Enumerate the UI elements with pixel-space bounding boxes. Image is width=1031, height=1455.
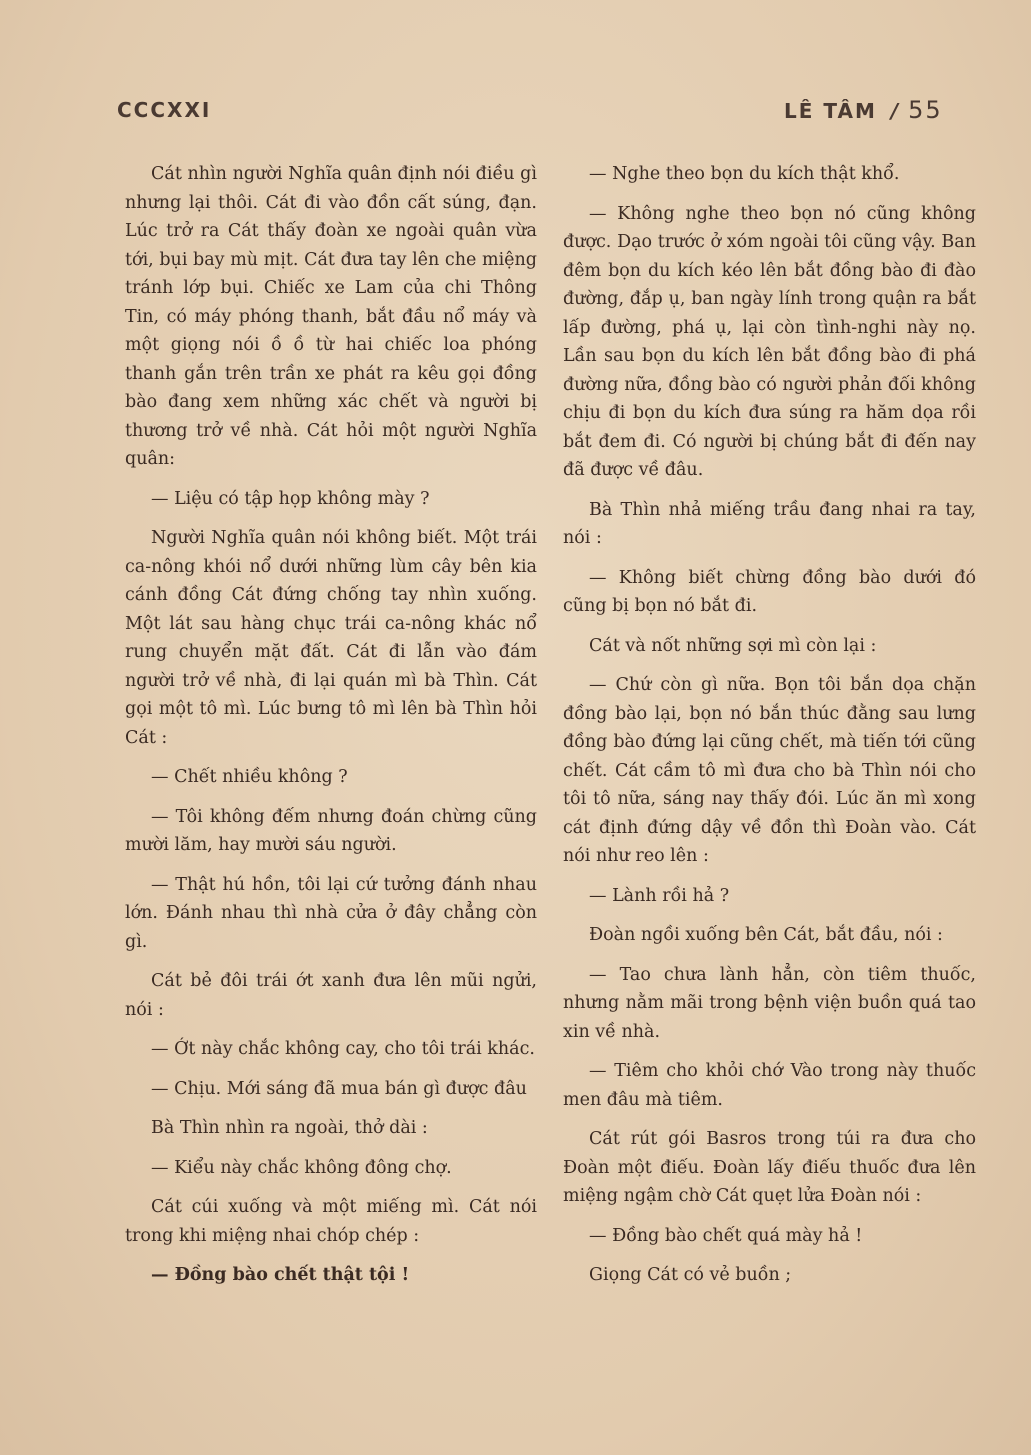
dialogue-line: — Đồng bào chết thật tội ! [151,1265,410,1285]
dialogue-line: — Tiêm cho khỏi chớ Vào trong này thuốc men đâu mà tiêm. [563,1061,976,1110]
paragraph: Cát nhìn người Nghĩa quân định nói điều gì nhưng lại thôi. Cát đi vào đồn cất súng, đạn. Lúc trở ra Cát thấy đoàn xe ngoài quân vừa tới, bụi bay mù mịt. Cát đưa tay lên che miệng tránh lớp bụi. Chiếc xe Lam của chi Thông Tin, có máy phóng thanh, bắt đầu nổ máy và một giọng nói ồ ồ từ hai chiếc loa phóng thanh gắn trên trần xe phát ra kêu gọi đồng bào đang xem những xác chết và người bị thương trở về nhà. Cát hỏi một người Nghĩa quân: [125,164,537,469]
dialogue-line: — Tôi không đếm nhưng đoán chừng cũng mười lăm, hay mười sáu người. [125,806,537,855]
paragraph: Giọng Cát có vẻ buồn ; [589,1265,792,1285]
page-header [784,96,943,124]
dialogue-line: — Chứ còn gì nữa. Bọn tôi bắn dọa chặn đồng bào lại, bọn nó bắn thúc đằng sau lưng đồng bào đứng lại cũng chết, mà tiến tới cũng chết. Cát cầm tô mì đưa cho bà Thìn nói cho tôi tô nữa, sáng nay thấy đói. Lúc ăn mì xong cát định đứng dậy về đồn thì Đoàn vào. Cát nói như reo lên : [563,675,976,866]
right-text-column [563,160,976,1301]
paragraph: Cát rút gói Basros trong túi ra đưa cho Đoàn một điếu. Đoàn lấy điếu thuốc đưa lên miệng ngậm chờ Cát quẹt lửa Đoàn nói : [563,1129,976,1206]
page-number: 55 [908,96,943,124]
dialogue-line: — Chết nhiều không ? [151,767,348,787]
dialogue-line: — Thật hú hồn, tôi lại cứ tưởng đánh nhau lớn. Đánh nhau thì nhà cửa ở đây chẳng còn gì. [125,874,537,952]
dialogue-line: — Kiểu này chắc không đông chợ. [151,1157,452,1178]
paragraph: Cát và nốt những sợi mì còn lại : [589,635,877,656]
chapter-number: CCCXXI [117,98,212,122]
dialogue-line: — Tao chưa lành hẳn, còn tiêm thuốc, nhưng nằm mãi trong bệnh viện buồn quá tao xin về nhà. [563,964,976,1042]
dialogue-line: — Nghe theo bọn du kích thật khổ. [589,164,900,184]
paragraph: Bà Thìn nhìn ra ngoài, thở dài : [151,1118,428,1138]
dialogue-line: — Không nghe theo bọn nó cũng không được. Dạo trước ở xóm ngoài tôi cũng vậy. Ban đêm bọn du kích kéo lên bắt đồng bào đi đào đường, đắp ụ, ban ngày lính trong quận ra bắt lấp đường, phá ụ, lại còn tình-nghi này nọ. Lần sau bọn du kích lên bắt đồng bào đi phá đường nữa, đồng bào có người phản đối không chịu đi bọn du kích đưa súng ra hăm dọa rồi bắt đem đi. Có người bị chúng bắt đi đến nay đã được về đâu. [563,203,976,480]
dialogue-line: — Ớt này chắc không cay, cho tôi trái khác. [151,1039,535,1059]
paragraph: Cát cúi xuống và một miếng mì. Cát nói trong khi miệng nhai chóp chép : [125,1197,537,1246]
header-separator: / [890,99,901,123]
dialogue-line: — Liệu có tập họp không mày ? [151,488,430,509]
paragraph: Đoàn ngồi xuống bên Cát, bắt đầu, nói : [589,925,943,945]
author-name: LÊ TÂM [784,99,877,123]
paragraph: Người Nghĩa quân nói không biết. Một trái ca-nông khói nổ dưới những lùm cây bên kia cánh đồng Cát đứng chống tay nhìn xuống. Một lát sau hàng chục trái ca-nông khác nổ rung chuyển mặt đất. Cát đi lẫn vào đám người trở về nhà, đi lại quán mì bà Thìn. Cát gọi một tô mì. Lúc bưng tô mì lên bà Thìn hỏi Cát : [125,528,537,748]
dialogue-line: — Không biết chừng đồng bào dưới đó cũng bị bọn nó bắt đi. [563,567,976,616]
paragraph: Bà Thìn nhả miếng trầu đang nhai ra tay, nói : [563,499,976,548]
dialogue-line: — Chịu. Mới sáng đã mua bán gì được đâu [151,1078,527,1099]
dialogue-line: — Đồng bào chết quá mày hả ! [589,1225,863,1246]
left-text-column [125,160,537,1301]
dialogue-line: — Lành rồi hả ? [589,885,730,906]
paragraph: Cát bẻ đôi trái ớt xanh đưa lên mũi ngửi, nói : [125,971,537,1020]
